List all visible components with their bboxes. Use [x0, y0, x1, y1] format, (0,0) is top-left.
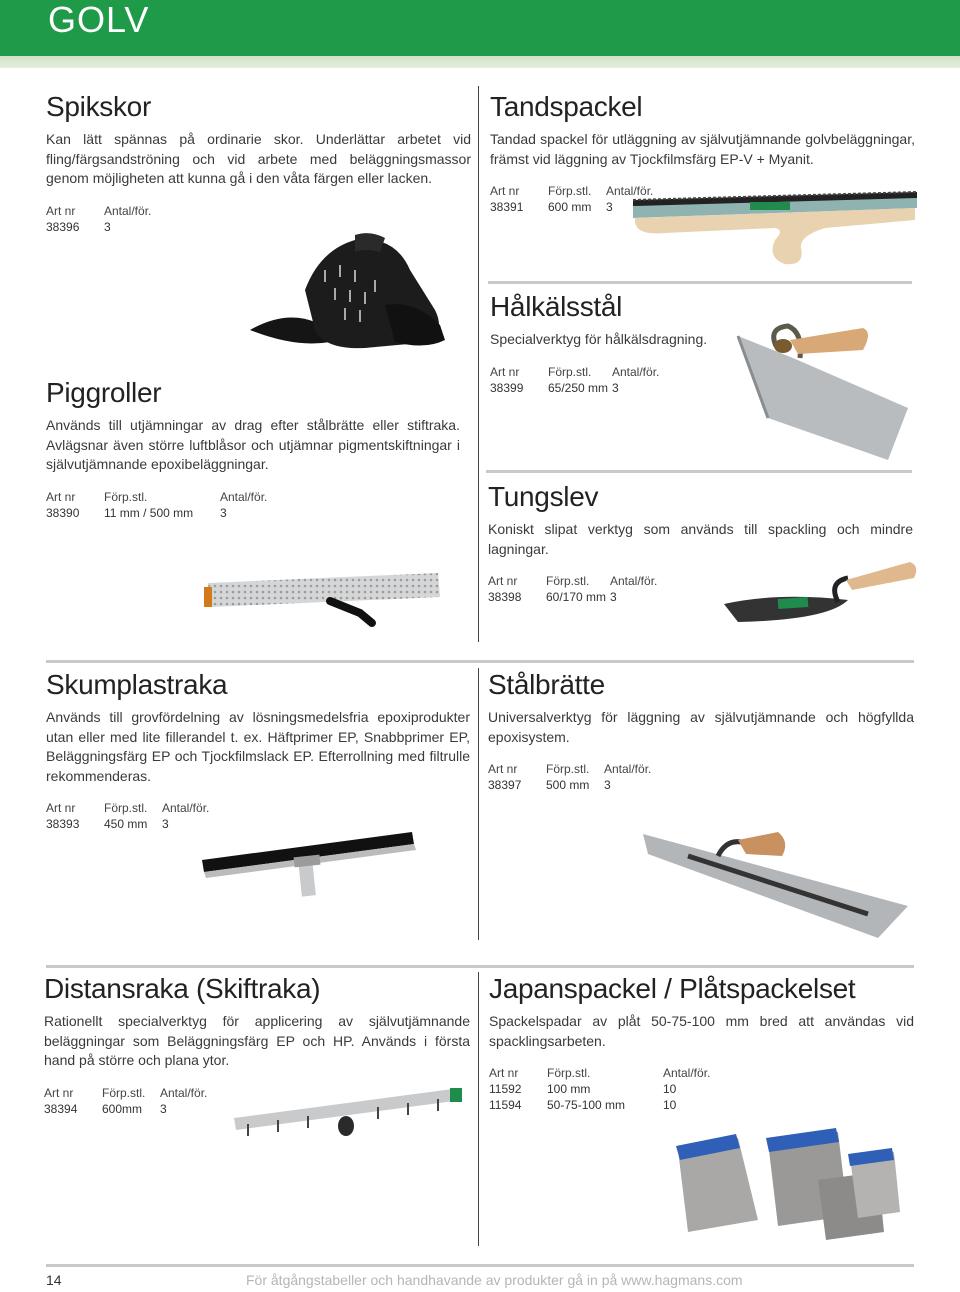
spec-label-art: Art nr [489, 1066, 519, 1080]
footer-divider [46, 1264, 914, 1267]
spec-label-antal: Antal/för. [663, 1066, 711, 1080]
section-halkalsstal [490, 290, 750, 398]
divider-row-2 [46, 660, 914, 663]
japanspackel-description: Spackelspadar av plåt 50-75-100 mm bred att användas vid spacklingsarbeten. [489, 1013, 914, 1049]
notched-trowel-image [625, 178, 925, 270]
halkalsstal-spec [490, 364, 750, 398]
distansraka-antal: 3 [160, 1101, 167, 1116]
tandspackel-description: Tandad spackel för utläggning av självutjämnande golvbeläggningar, främst vid läggning av Tjockfilmsfärg EP-V + Myanit. [490, 131, 915, 167]
tandspackel-title: Tandspackel [490, 91, 643, 122]
japanspackel-antal-2: 10 [663, 1098, 677, 1112]
tandspackel-antal: 3 [606, 200, 613, 214]
halkalsstal-forp: 65/250 mm [548, 380, 609, 395]
spec-label-art: Art nr [488, 762, 518, 776]
skumplastraka-forp: 450 mm [104, 817, 148, 831]
skumplastraka-title: Skumplastraka [46, 669, 228, 700]
spec-label-art: Art nr [488, 574, 518, 588]
spec-label-art: Art nr [46, 489, 76, 504]
spec-label-antal: Antal/för. [160, 1085, 208, 1100]
spec-label-forp: Förp.stl. [102, 1085, 146, 1100]
spikskor-antal: 3 [104, 219, 111, 234]
spikskor-description: Kan lätt spännas på ordinarie skor. Underlättar arbetet vid fling/färgsandströning och vid arbete med beläggningsmassor genom möjligheten att kunna gå i den våta färgen eller lacken. [46, 131, 471, 186]
japanspackel-forp-1: 100 mm [547, 1082, 591, 1096]
piggroller-description: Används till utjämningar av drag efter stålbrätte eller stiftraka. Avlägsnar även större luftblåsor och utjämnar pigmentskiftningar i självutjämnande epoxibeläggningar. [46, 417, 460, 472]
spec-label-art: Art nr [46, 203, 76, 218]
spec-label-antal: Antal/för. [220, 489, 268, 504]
spec-label-forp: Förp.stl. [546, 574, 590, 588]
page-title: GOLV [48, 0, 150, 40]
tungslev-antal: 3 [610, 590, 617, 604]
japanspackel-art-1: 11592 [489, 1082, 522, 1096]
piggroller-forp: 11 mm / 500 mm [104, 505, 194, 520]
tungslev-title: Tungslev [488, 481, 599, 512]
divider-tungslev [486, 470, 912, 473]
stalbratte-title: Stålbrätte [488, 669, 605, 700]
japanspackel-spec [489, 1065, 914, 1115]
foam-squeegee-image [196, 826, 421, 901]
tungslev-art: 38398 [488, 590, 522, 604]
section-japanspackel [489, 972, 914, 1115]
section-piggroller [46, 376, 460, 523]
stalbratte-art: 38397 [488, 778, 522, 792]
footer-note: För åtgångstabeller och handhavande av produkter gå in på www.hagmans.com [246, 1272, 743, 1288]
distansraka-art: 38394 [44, 1101, 78, 1116]
distansraka-title: Distansraka (Skiftraka) [44, 973, 321, 1004]
spec-label-antal: Antal/för. [162, 801, 210, 815]
spec-label-art: Art nr [490, 184, 520, 198]
spec-label-forp: Förp.stl. [546, 762, 590, 776]
column-divider-1 [478, 86, 479, 642]
spikskor-art: 38396 [46, 219, 80, 234]
pointing-trowel-image [718, 552, 923, 642]
gauge-rake-image [228, 1078, 470, 1148]
spec-label-antal: Antal/för. [612, 364, 660, 379]
spec-label-art: Art nr [490, 364, 520, 379]
steel-trowel-image [638, 826, 918, 944]
japanspackel-antal-1: 10 [663, 1082, 677, 1096]
stalbratte-spec [488, 761, 914, 795]
spiked-roller-image [200, 565, 450, 635]
stalbratte-antal: 3 [604, 778, 611, 792]
piggroller-antal: 3 [220, 505, 227, 520]
halkalsstal-description: Specialverktyg för hålkälsdragning. [490, 331, 708, 347]
spec-label-antal: Antal/för. [104, 203, 152, 218]
putty-knife-set-image [668, 1120, 918, 1250]
spec-label-antal: Antal/för. [606, 184, 654, 198]
section-stalbratte [488, 668, 914, 795]
skumplastraka-art: 38393 [46, 817, 80, 831]
halkalsstal-art: 38399 [490, 380, 524, 395]
spec-label-forp: Förp.stl. [104, 801, 148, 815]
stalbratte-description: Universalverktyg för läggning av självutjämnande och högfyllda epoxisystem. [488, 709, 914, 745]
skumplastraka-description: Används till grovfördelning av lösningsmedelsfria epoxiprodukter utan eller med lite fillerandel t. ex. Häftprimer EP, Snabbprimer EP, Beläggningsfärg EP och Tjockfilmslack EP. Efterrollning med filtrulle rekommenderas. [46, 709, 470, 784]
tungslev-forp: 60/170 mm [546, 590, 607, 604]
column-divider-2 [478, 668, 479, 940]
halkalsstal-antal: 3 [612, 380, 619, 395]
page-number: 14 [46, 1272, 62, 1288]
piggroller-title: Piggroller [46, 377, 162, 408]
tungslev-description: Koniskt slipat verktyg som används till spackling och mindre lagningar. [488, 521, 913, 557]
spikskor-title: Spikskor [46, 91, 151, 122]
divider-halkalsstal [488, 281, 912, 284]
section-skumplastraka [46, 668, 470, 834]
skumplastraka-antal: 3 [162, 817, 169, 831]
divider-row-3 [46, 965, 914, 968]
piggroller-spec [46, 489, 460, 523]
header-stripe [0, 56, 960, 68]
cove-trowel-image [728, 318, 918, 463]
column-divider-3 [478, 972, 479, 1246]
spike-shoe-image [245, 230, 455, 365]
spec-label-forp: Förp.stl. [104, 489, 148, 504]
spec-label-forp: Förp.stl. [548, 184, 592, 198]
spec-label-art: Art nr [46, 801, 76, 815]
stalbratte-forp: 500 mm [546, 778, 590, 792]
section-spikskor [46, 90, 471, 237]
spec-label-forp: Förp.stl. [547, 1066, 591, 1080]
japanspackel-title: Japanspackel / Plåtspackelset [489, 973, 856, 1004]
japanspackel-art-2: 11594 [489, 1098, 522, 1112]
spec-label-forp: Förp.stl. [548, 364, 592, 379]
japanspackel-forp-2: 50-75-100 mm [547, 1098, 626, 1112]
distansraka-description: Rationellt specialverktyg för applicering av självutjämnande beläggningar som Beläggningsfärg EP och HP. Används i första hand på större och plana ytor. [44, 1013, 470, 1068]
tandspackel-forp: 600 mm [548, 200, 592, 214]
spec-label-art: Art nr [44, 1085, 74, 1100]
spec-label-antal: Antal/för. [604, 762, 652, 776]
tandspackel-art: 38391 [490, 200, 524, 214]
halkalsstal-title: Hålkälsstål [490, 291, 623, 322]
distansraka-forp: 600mm [102, 1101, 143, 1116]
spec-label-antal: Antal/för. [610, 574, 658, 588]
piggroller-art: 38390 [46, 505, 80, 520]
